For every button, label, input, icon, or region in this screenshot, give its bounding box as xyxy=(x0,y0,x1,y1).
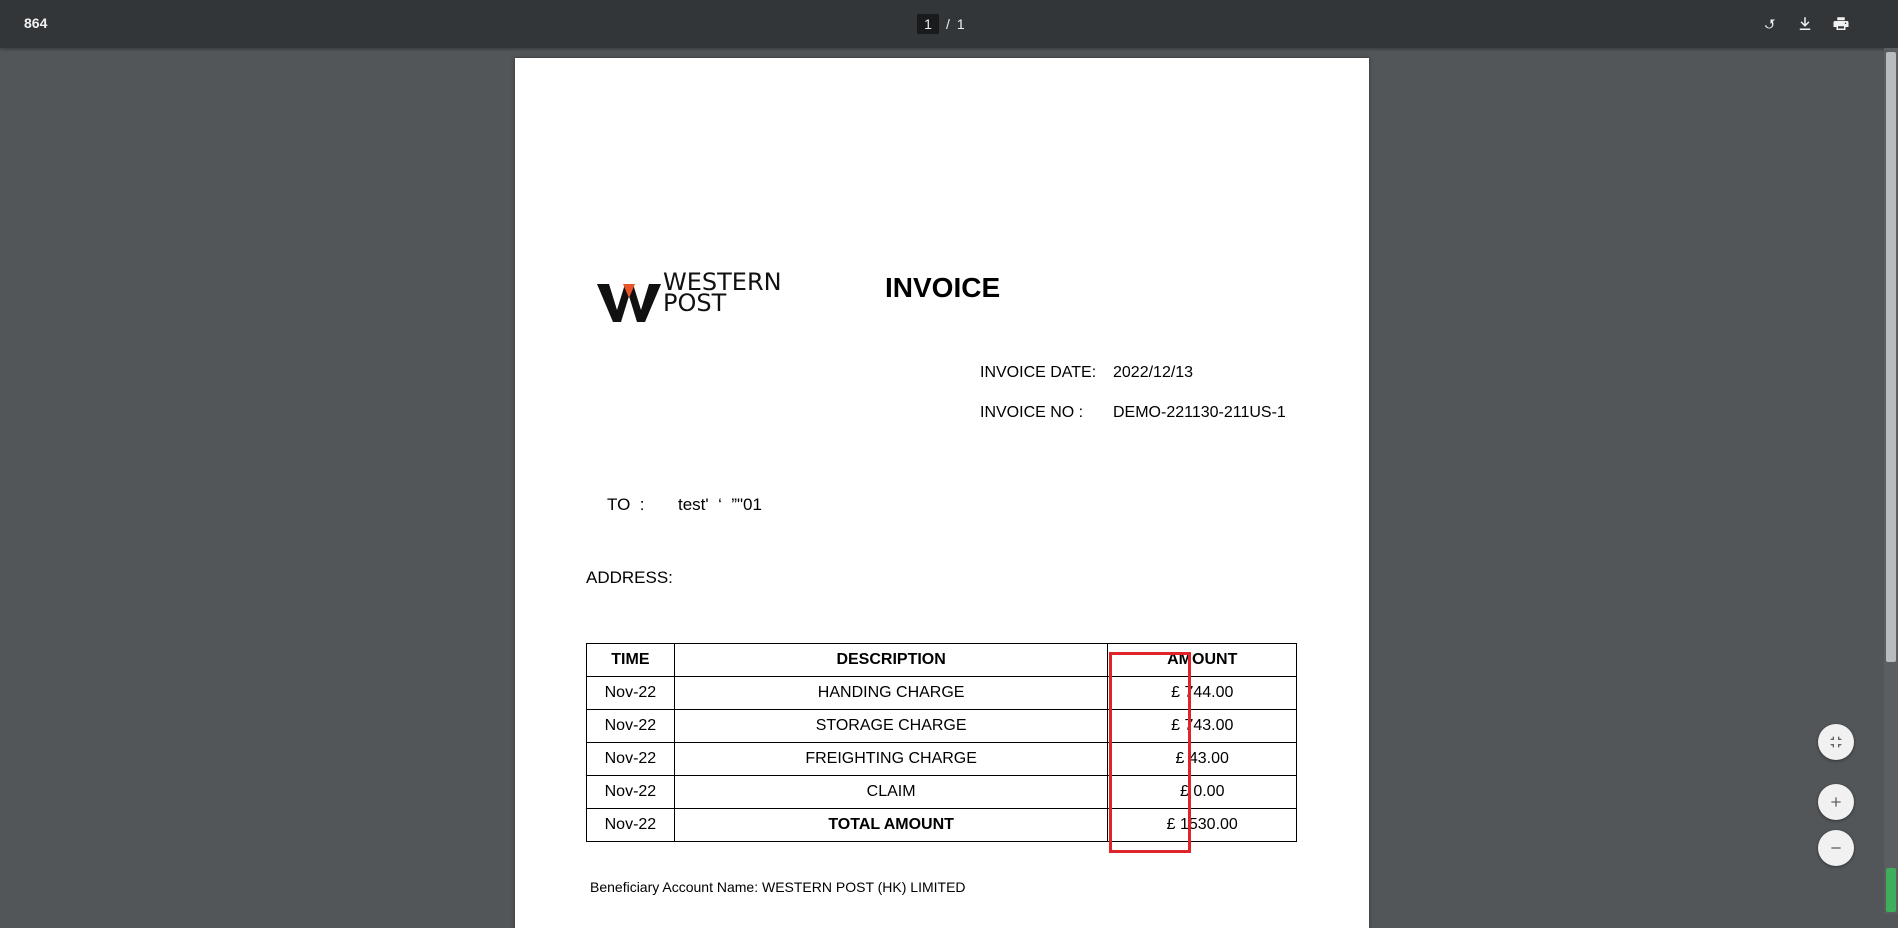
address-label: ADDRESS: xyxy=(586,568,673,587)
document-title: 864 xyxy=(24,15,48,31)
row-description: STORAGE CHARGE xyxy=(674,710,1108,743)
invoice-no-value: DEMO-221130-211US-1 xyxy=(1113,404,1286,421)
header-description: DESCRIPTION xyxy=(674,644,1108,677)
highlight-box xyxy=(1109,652,1191,853)
invoice-date-value: 2022/12/13 xyxy=(1113,364,1194,381)
scrollbar-end-indicator xyxy=(1886,868,1896,912)
rotate-button[interactable] xyxy=(1757,12,1781,36)
viewer-toolbar xyxy=(0,0,1898,48)
row-time: Nov-22 xyxy=(587,776,675,809)
zoom-out-button[interactable] xyxy=(1818,830,1854,866)
to-value: test' ‘ ”"01 xyxy=(678,495,762,514)
logo-wordmark xyxy=(663,268,782,317)
row-time: Nov-22 xyxy=(587,743,675,776)
row-time: Nov-22 xyxy=(587,710,675,743)
fit-page-icon xyxy=(1828,734,1844,750)
invoice-no-label: INVOICE NO : xyxy=(980,404,1084,421)
row-description: FREIGHTING CHARGE xyxy=(674,743,1108,776)
to-label: TO : xyxy=(607,495,645,514)
fit-page-button[interactable] xyxy=(1818,724,1854,760)
row-description: CLAIM xyxy=(674,776,1108,809)
row-time: Nov-22 xyxy=(587,809,675,842)
row-amount: £ 43.00 xyxy=(1108,743,1297,776)
zoom-out-icon xyxy=(1828,840,1844,856)
row-amount: £ 1530.00 xyxy=(1108,809,1297,842)
zoom-in-button[interactable] xyxy=(1818,784,1854,820)
print-icon xyxy=(1832,15,1850,33)
total-pages: 1 xyxy=(956,16,965,32)
row-amount: £ 743.00 xyxy=(1108,710,1297,743)
row-time: Nov-22 xyxy=(587,677,675,710)
beneficiary-value: WESTERN POST (HK) LIMITED xyxy=(761,879,966,895)
rotate-icon xyxy=(1760,15,1778,33)
print-button[interactable] xyxy=(1829,12,1853,36)
page-separator: / xyxy=(946,16,950,32)
current-page-input[interactable] xyxy=(917,14,939,34)
logo-line-2: POST xyxy=(663,289,727,317)
beneficiary-line xyxy=(590,879,966,895)
invoice-heading: INVOICE xyxy=(885,272,1001,303)
pdf-page xyxy=(515,58,1369,928)
zoom-in-icon xyxy=(1828,794,1844,810)
page-controls xyxy=(917,13,965,35)
logo-line-1: WESTERN xyxy=(663,268,782,296)
row-amount: £ 744.00 xyxy=(1108,677,1297,710)
row-description: HANDING CHARGE xyxy=(674,677,1108,710)
invoice-date-label: INVOICE DATE: xyxy=(980,364,1097,381)
row-description: TOTAL AMOUNT xyxy=(674,809,1108,842)
beneficiary-label: Beneficiary Account Name: xyxy=(590,879,759,895)
row-amount: £ 0.00 xyxy=(1108,776,1297,809)
download-button[interactable] xyxy=(1793,12,1817,36)
scrollbar-thumb[interactable] xyxy=(1886,52,1896,662)
header-time: TIME xyxy=(587,644,675,677)
header-amount: AMOUNT xyxy=(1108,644,1297,677)
download-icon xyxy=(1796,15,1814,33)
